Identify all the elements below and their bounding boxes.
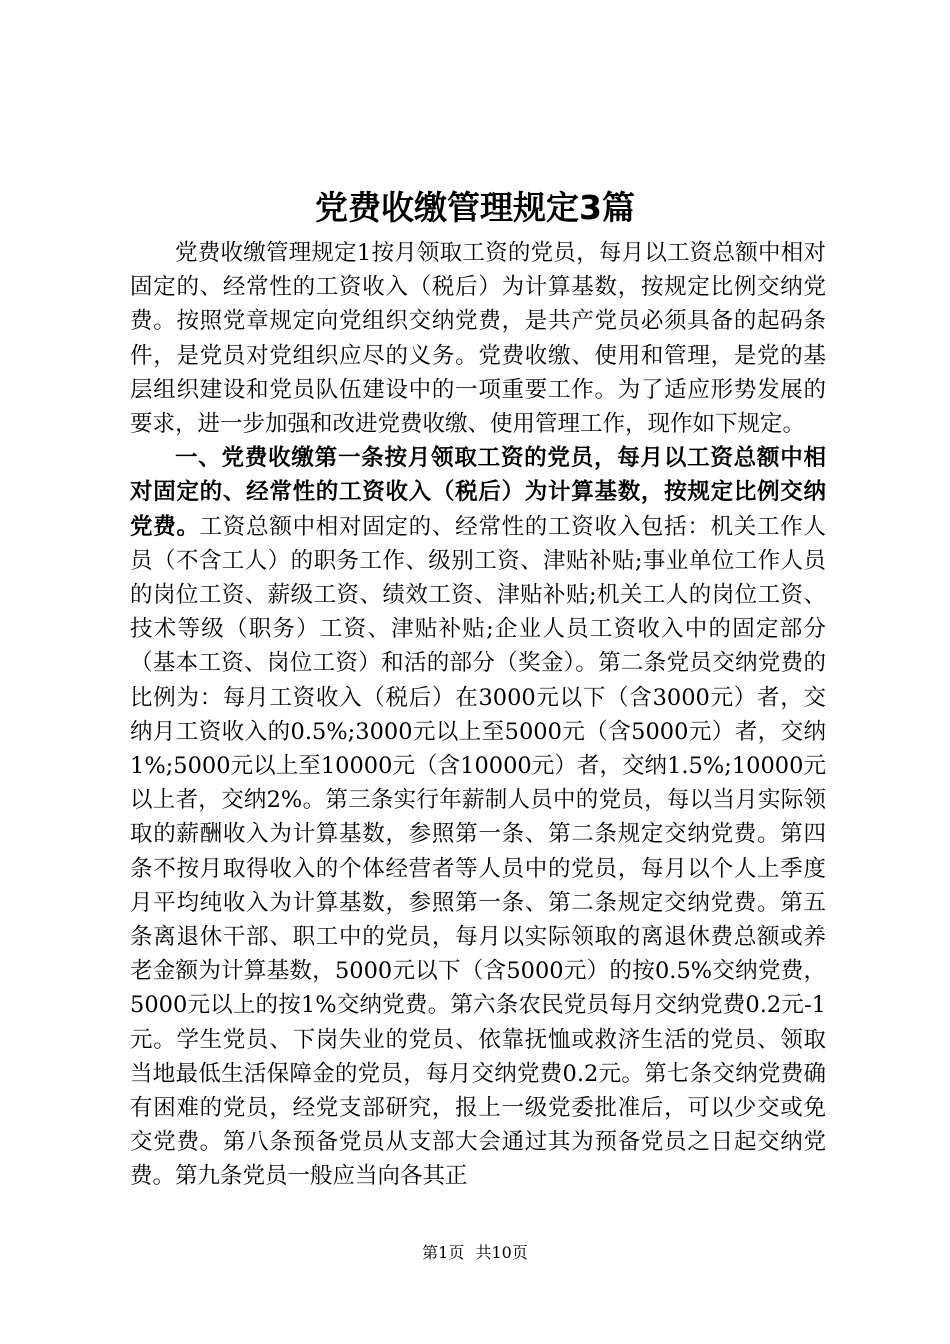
section-heading: 一、党费收缴第一条按月领取工资的党员，每月以工资总额中相对固定的、经常性的工资收入（税后）为计算基数，按规定比例交纳党费。 — [130, 445, 826, 540]
page-number: 第1页 — [422, 1243, 465, 1262]
page-total: 共10页 — [475, 1243, 528, 1262]
document-title: 党费收缴管理规定3篇 — [315, 188, 635, 227]
page-footer — [0, 1242, 950, 1264]
section-paragraph — [130, 441, 826, 1193]
intro-paragraph: 党费收缴管理规定1按月领取工资的党员，每月以工资总额中相对固定的、经常性的工资收入（税后）为计算基数，按规定比例交纳党费。按照党章规定向党组织交纳党费，是共产党员必须具备的起码条件，是党员对党组织应尽的义务。党费收缴、使用和管理，是党的基层组织建设和党员队伍建设中的一项重要工作。为了适应形势发展的要求，进一步加强和改进党费收缴、使用管理工作，现作如下规定。 — [130, 240, 826, 438]
document-body — [130, 236, 826, 1194]
section-body: 工资总额中相对固定的、经常性的工资收入包括：机关工作人员（不含工人）的职务工作、级别工资、津贴补贴;事业单位工作人员的岗位工资、薪级工资、绩效工资、津贴补贴;机关工人的岗位工资、技术等级（职务）工资、津贴补贴;企业人员工资收入中的固定部分（基本工资、岗位工资）和活的部分（奖金）。第二条党员交纳党费的比例为：每月工资收入（税后）在3000元以下（含3000元）者，交纳月工资收入的0.5%;3000元以上至5000元（含5000元）者，交纳1%;5000元以上至10000元（含10000元）者，交纳1.5%;10000元以上者，交纳2%。第三条实行年薪制人员中的党员，每以当月实际领取的薪酬收入为计算基数，参照第一条、第二条规定交纳党费。第四条不按月取得收入的个体经营者等人员中的党员，每月以个人上季度月平均纯收入为计算基数，参照第一条、第二条规定交纳党费。第五条离退休干部、职工中的党员，每月以实际领取的离退休费总额或养老金额为计算基数，5000元以下（含5000元）的按0.5%交纳党费，5000元以上的按1%交纳党费。第六条农民党员每月交纳党费0.2元-1元。学生党员、下岗失业的党员、依靠抚恤或救济生活的党员、领取当地最低生活保障金的党员，每月交纳党费0.2元。第七条交纳党费确有困难的党员，经党支部研究，报上一级党委批准后，可以少交或免交党费。第八条预备党员从支部大会通过其为预备党员之日起交纳党费。第九条党员一般应当向各其正 — [130, 513, 826, 1190]
